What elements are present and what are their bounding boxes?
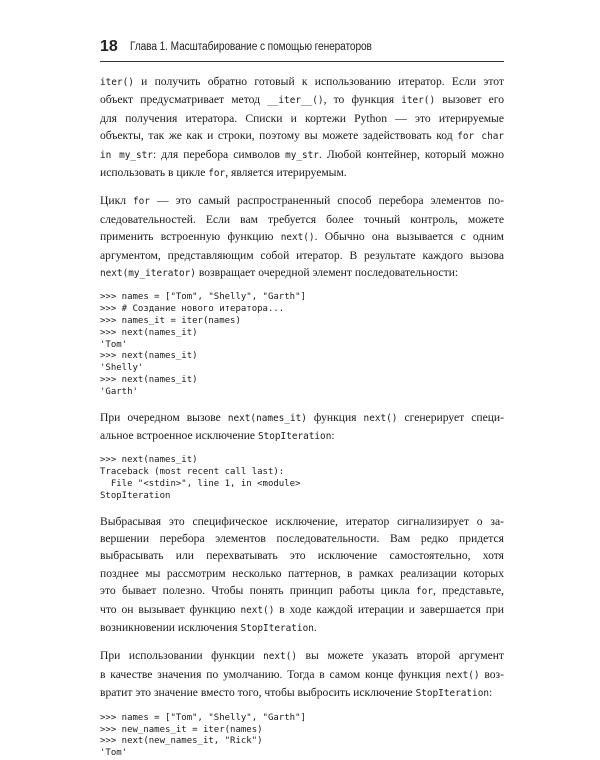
text-run: сгенерирует специ- — [397, 410, 504, 424]
text-line — [100, 565, 504, 582]
code-block — [100, 292, 504, 398]
text-line — [100, 247, 504, 264]
text-run: Цикл — [100, 194, 134, 208]
text-run: . Любой контейнер, который можно — [318, 147, 504, 161]
code-block — [100, 713, 504, 760]
text-line — [100, 127, 504, 145]
text-line — [100, 647, 504, 665]
text-run: выбрасывать или перехватывать это исключение самостоятельно, хотя — [100, 549, 504, 563]
text-run: и получить обратно готовый к использованию итератор. Если этот — [133, 75, 504, 88]
text-line — [100, 619, 504, 637]
text-line — [100, 192, 504, 210]
text-run: для получения итератора. Списки и кортежи Python — это итерируемые — [100, 111, 504, 125]
text-line — [100, 666, 504, 684]
body-paragraph — [100, 513, 504, 638]
code-line: >>> names = ["Tom", "Shelly", "Garth"] — [100, 712, 306, 723]
text-line — [100, 264, 504, 282]
text-run: : — [488, 686, 493, 700]
text-run: вызовет его — [435, 93, 505, 107]
code-line: 'Tom' — [100, 339, 128, 350]
text-line — [100, 427, 504, 445]
text-run: функция — [306, 410, 364, 424]
text-run: — это самый распространенный способ перебора элементов по- — [149, 194, 504, 208]
text-run: позднее мы рассмотрим несколько паттернов, в рамках реализации которых — [100, 566, 504, 580]
code-line: >>> next(new_names_it, "Rick") — [100, 736, 263, 747]
page-body — [100, 73, 504, 760]
body-paragraph — [100, 409, 504, 446]
inline-code: next(names_it) — [227, 412, 307, 424]
inline-code: next() — [280, 232, 315, 244]
block-gap — [100, 503, 504, 513]
inline-code: next() — [240, 604, 275, 616]
block-gap — [100, 399, 504, 409]
inline-code: for — [416, 586, 433, 598]
block-gap — [100, 182, 504, 192]
body-paragraph — [100, 647, 504, 702]
body-paragraph — [100, 73, 504, 182]
text-run: в ходе каждой итерации и завершается при — [274, 602, 504, 616]
code-line: >>> next(names_it) — [100, 375, 198, 386]
code-line: File "<stdin>", line 1, in <module> — [100, 479, 301, 490]
code-block — [100, 455, 504, 502]
text-line — [100, 164, 504, 182]
code-line: >>> names = ["Tom", "Shelly", "Garth"] — [100, 292, 306, 303]
text-run: аргументом, представляющим собой итератор. В результате каждого вызова — [100, 248, 504, 262]
code-line: >>> next(names_it) — [100, 327, 198, 338]
text-run: вы можете указать второй аргумент — [297, 649, 504, 663]
text-line — [100, 582, 504, 600]
text-run: При очередном вызове — [100, 410, 228, 424]
text-run: , представьте, — [432, 584, 504, 598]
text-run: Выбрасывая это специфическое исключение, итератор сигнализирует о за- — [100, 514, 504, 528]
inline-code: __iter__() — [267, 95, 324, 107]
text-run: альное встроенное исключение — [100, 429, 258, 443]
text-line — [100, 409, 504, 427]
text-run: . — [313, 621, 317, 635]
code-line: StopIteration — [100, 490, 171, 501]
text-run: возвращает очередной элемент последовательности: — [195, 266, 459, 280]
text-run: объекты, так же как и строки, поэтому вы можете задействовать код — [100, 129, 458, 143]
page-header — [100, 38, 504, 58]
text-line — [100, 146, 504, 164]
text-line — [100, 601, 504, 619]
text-run: При использовании функции — [100, 649, 264, 663]
text-line — [100, 73, 504, 91]
inline-code: iter() — [401, 95, 436, 107]
inline-code: iter() — [100, 77, 134, 88]
inline-code: StopIteration — [240, 623, 314, 635]
inline-code: in my_str — [100, 149, 153, 161]
text-run: объект предусматривает метод — [100, 93, 268, 107]
code-line: 'Tom' — [100, 748, 128, 759]
text-run: : для перебора символов — [152, 147, 286, 161]
block-gap — [100, 637, 504, 647]
running-head: Глава 1. Масштабирование с помощью генераторов — [130, 41, 372, 53]
text-line — [100, 547, 504, 564]
code-line: >>> new_names_it = iter(names) — [100, 724, 263, 735]
text-run: это бывает полезно. Чтобы понять принцип работы цикла — [100, 584, 417, 598]
code-line: >>> next(names_it) — [100, 351, 198, 362]
inline-code: for — [133, 196, 150, 208]
text-line — [100, 513, 504, 530]
code-line: >>> # Создание нового итератора... — [100, 304, 285, 315]
text-run: , является итерируемым. — [225, 166, 347, 180]
text-run: следовательностей. Если вам требуется более точный контроль, можете — [100, 212, 504, 226]
text-line — [100, 91, 504, 109]
text-run: в качестве значения по умолчанию. Тогда в самом конце функция — [100, 667, 446, 681]
inline-code: for char — [457, 131, 504, 143]
text-run: вратит это значение вместо того, чтобы выбросить исключение — [100, 686, 416, 700]
inline-code: next(my_iterator) — [100, 268, 196, 280]
inline-code: next() — [363, 412, 398, 424]
text-line — [100, 530, 504, 547]
text-run: возникновении исключения — [100, 621, 241, 635]
text-run: вершении перебора элементов последовательности. Вам редко придется — [100, 532, 504, 546]
inline-code: next() — [445, 669, 480, 681]
text-run: , то функция — [323, 93, 402, 107]
code-line: >>> names_it = iter(names) — [100, 316, 241, 327]
block-gap — [100, 703, 504, 713]
text-line — [100, 684, 504, 702]
block-gap — [100, 282, 504, 292]
text-run: . Обычно она вызывается с одним — [314, 230, 504, 244]
code-line: >>> next(names_it) — [100, 455, 198, 466]
inline-code: my_str — [285, 149, 319, 161]
text-run: : — [331, 429, 335, 443]
code-line: Traceback (most recent call last): — [100, 467, 285, 478]
text-line — [100, 228, 504, 246]
text-run: воз- — [479, 667, 504, 681]
text-run: применить встроенную функцию — [100, 230, 281, 244]
code-line: 'Shelly' — [100, 363, 144, 374]
inline-code: StopIteration — [257, 431, 332, 443]
header-rule — [100, 61, 504, 62]
inline-code: next() — [263, 651, 297, 663]
block-gap — [100, 445, 504, 455]
page-number: 18 — [100, 38, 118, 55]
inline-code: StopIteration — [415, 688, 489, 700]
inline-code: for — [208, 168, 226, 180]
text-line — [100, 211, 504, 228]
code-line: 'Garth' — [100, 386, 138, 397]
text-run: использовать в цикле — [100, 166, 209, 180]
body-paragraph — [100, 192, 504, 282]
text-line — [100, 110, 504, 127]
text-run: что он вызывает функцию — [100, 602, 241, 616]
